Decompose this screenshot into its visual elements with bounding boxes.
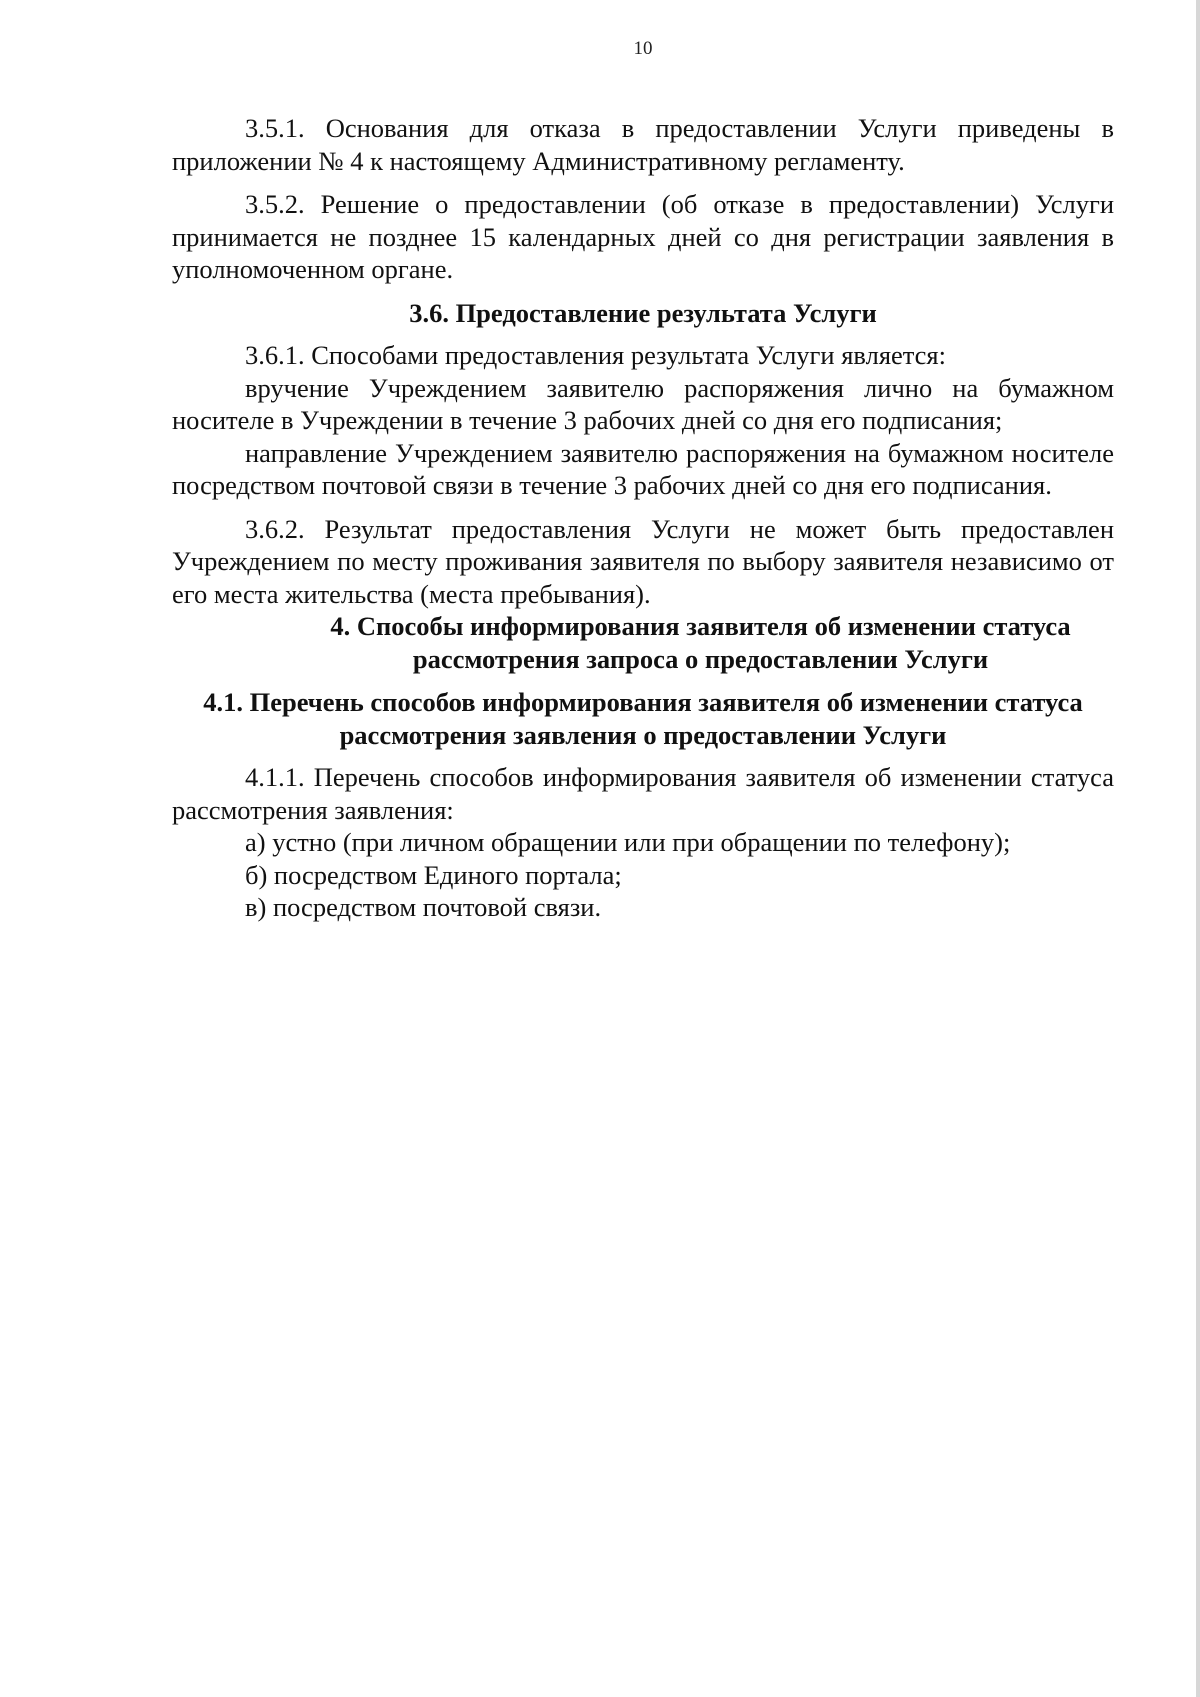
heading-4-1: 4.1. Перечень способов информирования заявителя об изменении статуса рассмотрения заявления о предоставлении Услуги bbox=[203, 687, 1083, 750]
heading-section-4-line-2: рассмотрения запроса о предоставлении Услуги bbox=[412, 643, 989, 674]
page-edge bbox=[1196, 0, 1200, 1697]
page-number: 10 bbox=[633, 38, 653, 59]
paragraph-3-6-1-a: вручение Учреждением заявителю распоряжения лично на бумажном носителе в Учреждении в течение 3 рабочих дней со дня его подписания; bbox=[172, 372, 1114, 435]
paragraph-3-5-2: 3.5.2. Решение о предоставлении (об отказе в предоставлении) Услуги принимается не позднее 15 календарных дней со дня регистрации заявления в уполномоченном органе. bbox=[172, 189, 1114, 284]
paragraph-4-1-1: 4.1.1. Перечень способов информирования заявителя об изменении статуса рассмотрения заявления: bbox=[172, 762, 1114, 825]
paragraph-3-6-1-b: направление Учреждением заявителю распоряжения на бумажном носителе посредством почтовой связи в течение 3 рабочих дней со дня его подписания. bbox=[172, 437, 1114, 500]
paragraph-3-6-1: 3.6.1. Способами предоставления результата Услуги является: bbox=[245, 340, 946, 370]
paragraph-3-5-1: 3.5.1. Основания для отказа в предоставлении Услуги приведены в приложении № 4 к настоящему Административному регламенту. bbox=[172, 113, 1114, 176]
list-item: а) устно (при личном обращении или при обращении по телефону); bbox=[245, 827, 1011, 857]
heading-section-4-line-1: 4. Способы информирования заявителя об изменении статуса bbox=[330, 611, 1071, 641]
document-body bbox=[172, 112, 1114, 924]
heading-3-6: 3.6. Предоставление результата Услуги bbox=[409, 297, 877, 328]
list-item: б) посредством Единого портала; bbox=[245, 859, 622, 890]
list-item: в) посредством почтовой связи. bbox=[245, 892, 602, 922]
heading-section-4 bbox=[172, 610, 1114, 675]
paragraph-3-6-2: 3.6.2. Результат предоставления Услуги не может быть предоставлен Учреждением по месту проживания заявителя по выбору заявителя независимо от его места жительства (места пребывания). bbox=[172, 513, 1114, 609]
